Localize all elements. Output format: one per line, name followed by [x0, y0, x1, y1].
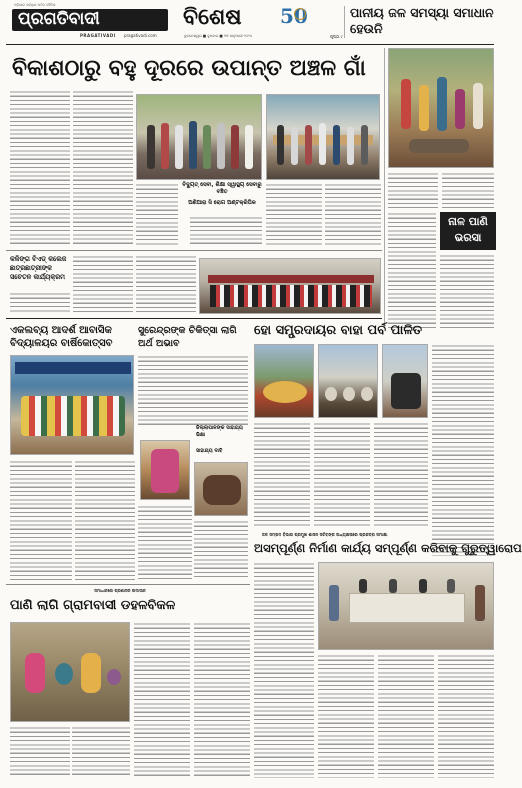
college-photo [199, 258, 381, 314]
school-photo [10, 355, 134, 455]
medical-body-a [138, 355, 248, 425]
right-body-d [440, 254, 494, 328]
review-kicker: ଜଳ ସମ୍ପଦ ବିଭାଗ ପ୍ରମୁଖ ଶାସନ ସଚିବଙ୍କ ଅଧ୍ୟକ୍ଷତାରେ ପ୍ରକଳ୍ପ ସମୀକ୍ଷା [262, 532, 388, 537]
lead-body-col1 [10, 90, 70, 247]
festival-body-a [254, 422, 310, 528]
festival-photo-2 [318, 344, 378, 418]
festival-body-right [432, 344, 494, 556]
masthead [0, 0, 500, 44]
section-title: ବିଶେଷ [183, 5, 242, 30]
page-number: ପୃଷ୍ଠା ୯ [330, 34, 343, 39]
medical-body-b [138, 505, 192, 580]
logo-latin: PRAGATIVADI [80, 33, 116, 38]
lead-body-col6 [325, 183, 381, 247]
medical-photo-left [140, 440, 190, 500]
anniversary-ring-icon [294, 8, 306, 20]
school-body-b [75, 460, 135, 580]
water-body-c [10, 726, 70, 778]
review-body-c [378, 654, 434, 778]
right-body-a [388, 172, 438, 208]
right-divider [384, 48, 385, 328]
water-body-d [72, 726, 130, 778]
rule-row2 [6, 318, 382, 319]
school-headline[interactable]: ଏକଲବ୍ୟ ଆଦର୍ଶ ଆବାସିକ ବିଦ୍ୟାଳୟର ବାର୍ଷିକୋତ୍ସବ [10, 325, 113, 349]
rule-water [6, 584, 250, 585]
festival-photo-1 [254, 344, 314, 418]
festival-headline[interactable]: ହୋ ସମ୍ପ୍ରଦାୟର ବାହା ପର୍ବ ପାଳିତ [254, 323, 423, 338]
college-headline[interactable]: କଳିଙ୍ଗ ବିଏଡ୍‌ କଲେଜ ଛାତ୍ରଛାତ୍ରୀଙ୍କ ସଚେତନ କାର୍ଯ୍ୟକ୍ରମ [10, 255, 67, 281]
review-body-d [438, 654, 494, 778]
medical-body-c [194, 520, 248, 580]
lead-sub1: ବିଦ୍ୟୁତ୍‌ ସେବା, ଶିକ୍ଷା ସ୍ୱାସ୍ଥ୍ୟ ସେବାରୁ ବଞ୍ଚିତ [182, 182, 262, 195]
rule-college [6, 250, 382, 251]
lead-body-col4 [190, 216, 262, 247]
review-body-b [318, 654, 374, 778]
lead-body-col2 [73, 90, 133, 247]
water-body-a [134, 622, 190, 778]
promo-headline[interactable]: ପାନୀୟ ଜଳ ସମସ୍ୟା ସମାଧାନ ହେଉନି [350, 5, 494, 36]
water-headline[interactable]: ପାଣି ଲାଗି ଗ୍ରାମବାସୀ ଡହଳବିକଳ [10, 598, 176, 613]
right-box-callout[interactable] [440, 212, 496, 250]
newspaper-logo[interactable] [12, 9, 168, 31]
lead-body-col3 [136, 183, 178, 247]
college-body-c [10, 292, 70, 312]
review-body-a [254, 562, 314, 778]
festival-photo-3 [382, 344, 428, 418]
website-url[interactable]: pragativadi.com [124, 33, 157, 38]
lead-sub2: ଅଣିଆରା ସି ରୋଗ ଅଣ୍ଟକ୍ରିପିକ [188, 200, 256, 206]
right-photo-kids [388, 48, 494, 168]
review-photo [318, 562, 494, 650]
festival-body-b [314, 422, 370, 528]
water-body-b [194, 622, 250, 778]
school-body-a [10, 460, 72, 580]
lead-photo-group [136, 94, 262, 180]
logo-text: ପ୍ରଗତିବାଦୀ [18, 9, 100, 29]
right-box-headline: ନାଳ ପାଣି ଭରସା [448, 215, 488, 244]
medical-photo-right [194, 462, 248, 516]
medical-headline[interactable]: ସୁରେନ୍ଦ୍ରଙ୍କ ଚିକିତ୍ସା ଲାଗି ଅର୍ଥ ଅଭାବ [138, 325, 237, 349]
anniversary-number: 50 [280, 4, 308, 28]
lead-photo-meeting [266, 94, 380, 180]
right-body-c [388, 212, 436, 328]
medical-sub1: ଜିଲ୍ଲାପାଳଙ୍କ ସାହାଯ୍ୟ ଭିକ୍ଷା [196, 425, 243, 438]
dateline: ଭୁବନେଶ୍ୱର ■ ବୁଧବାର ■ ୩୧ ଜାନୁଆରୀ ୨୦୨୪ [184, 34, 253, 38]
college-body-a [73, 255, 133, 315]
water-kicker: ସମାଧାନରେ ପ୍ରଶାସନ ଉଦାସୀନ [94, 588, 146, 593]
lead-headline[interactable]: ବିକାଶଠାରୁ ବହୁ ଦୂରରେ ଉପାନ୍ତ ଅଞ୍ଚଳ ଗାଁ [12, 56, 366, 81]
lead-body-col5 [266, 183, 322, 247]
anniversary-badge [278, 6, 308, 30]
masthead-divider [344, 6, 345, 38]
medical-sub2: ସାହାଯ୍ୟ ଦାବି [196, 448, 223, 454]
water-photo [10, 622, 130, 722]
college-body-b [136, 255, 196, 315]
masthead-rule [6, 44, 494, 45]
masthead-tagline: ଓଡ଼ିଶାର ସର୍ବାଧିକ ପଠିତ ଦୈନିକ [14, 3, 56, 7]
right-body-b [442, 172, 494, 208]
festival-body-c [374, 422, 428, 528]
review-headline[interactable]: ଅସମ୍ପୂର୍ଣ୍ଣ ନିର୍ମାଣ କାର୍ଯ୍ୟ ସମ୍ପୂର୍ଣ୍ଣ କରିବାକୁ ଗୁରୁତ୍ୱାରୋପ [254, 541, 522, 555]
